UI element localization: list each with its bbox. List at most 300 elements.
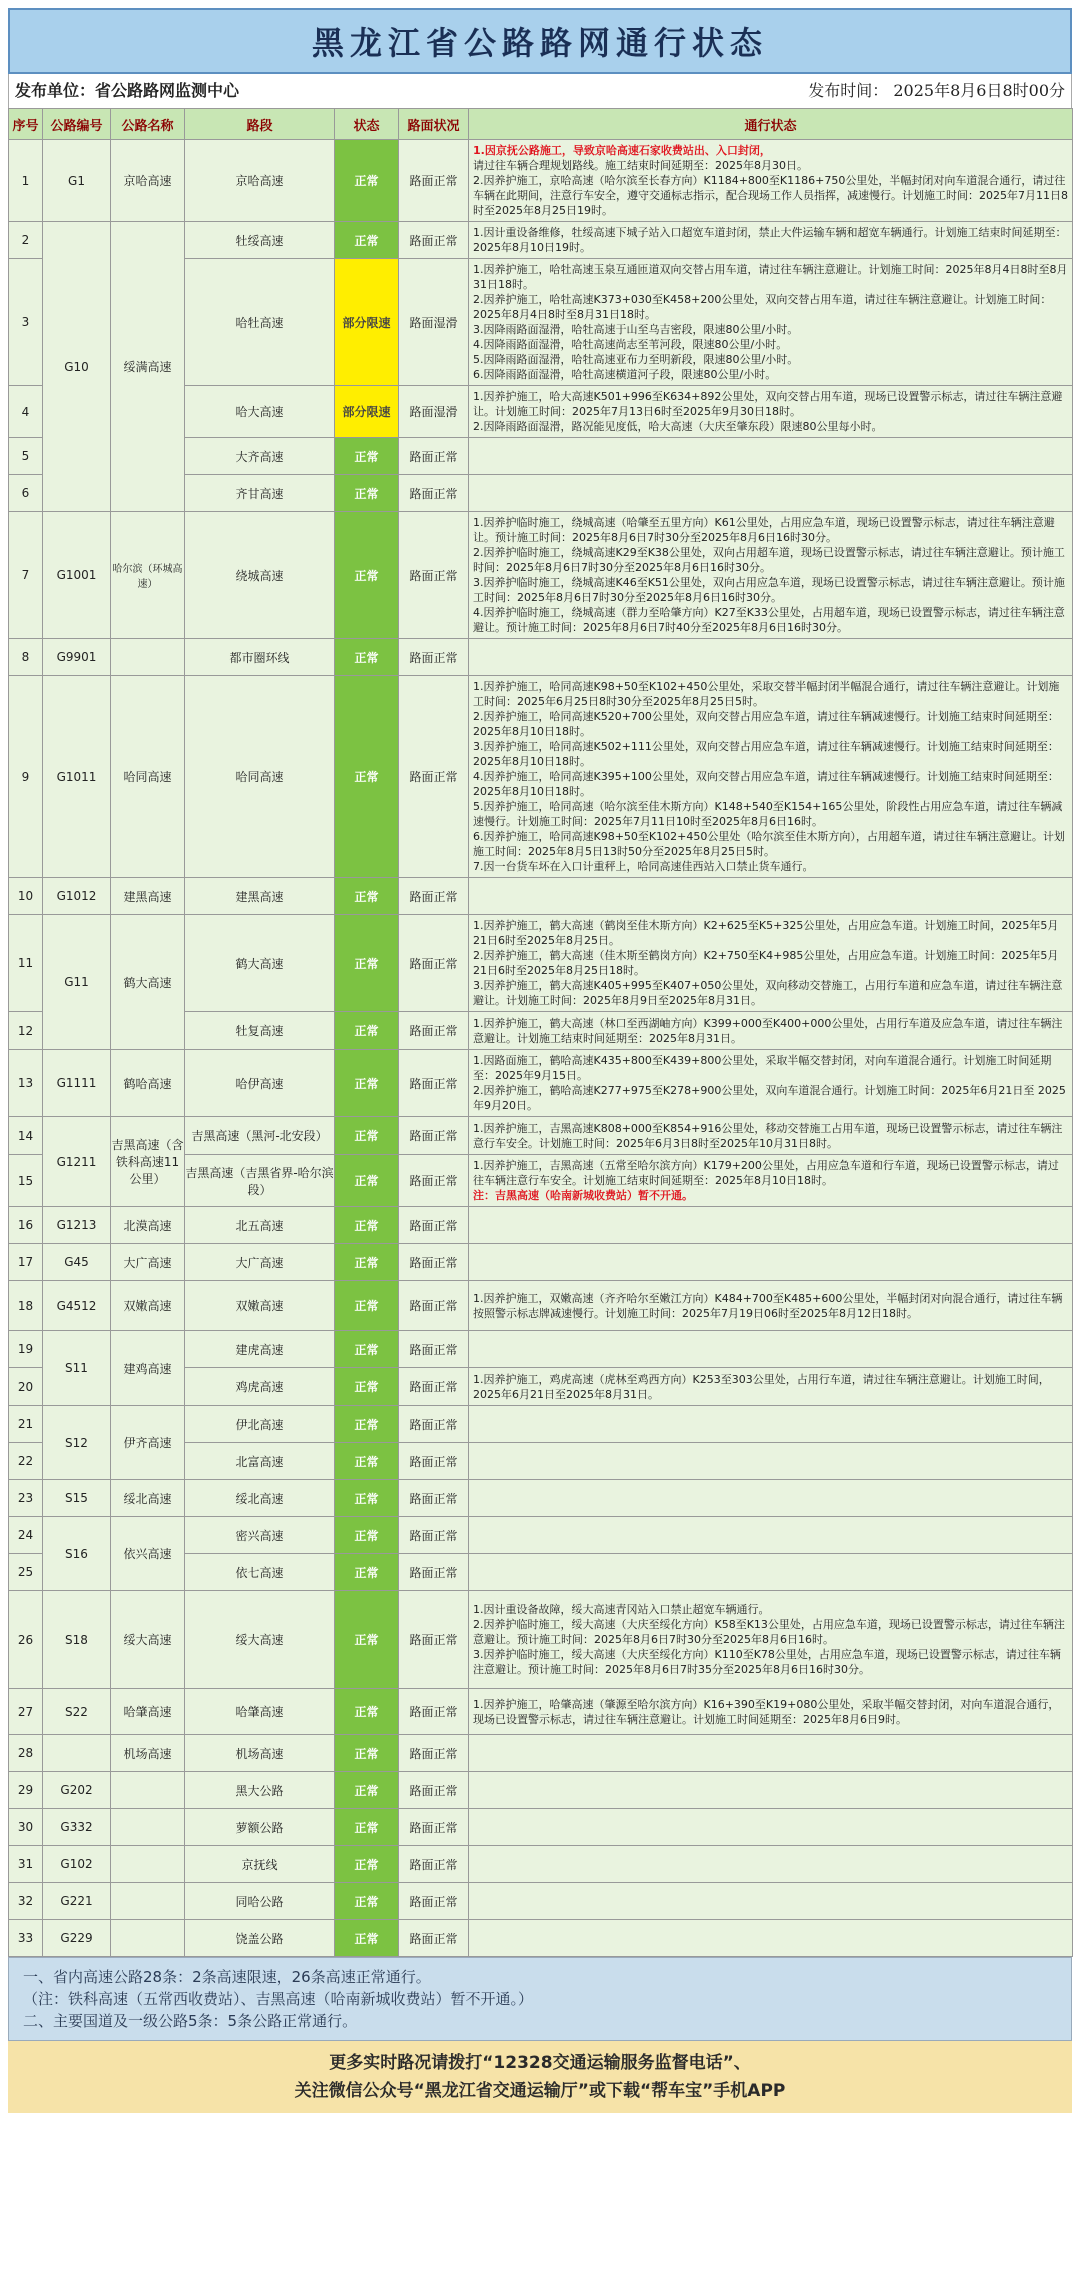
cell-road-condition: 路面正常 <box>399 1517 469 1554</box>
cell-code: S15 <box>43 1480 111 1517</box>
table-body <box>9 140 1073 1957</box>
detail-line: 1.因养护施工，哈同高速K98+50至K102+450公里处，采取交替半幅封闭半幅混合通行，请过往车辆注意避让。计划施工时间：2025年6月25日8时30分至2025年8月25日5时。 <box>473 680 1060 708</box>
publisher-label: 发布单位： <box>15 81 96 100</box>
detail-line: 4.因养护临时施工，绕城高速（群力至哈肇方向）K27至K33公里处，占用超车道，现场已设置警示标志，请过往车辆注意避让。预计施工时间：2025年8月6日7时40分至2025年8月6日16时30分。 <box>473 606 1065 634</box>
cell-road-name: 双嫩高速 <box>111 1281 185 1331</box>
status-badge: 正常 <box>335 915 399 1012</box>
cell-no: 26 <box>9 1591 43 1689</box>
cell-segment: 伊北高速 <box>185 1406 335 1443</box>
status-badge: 正常 <box>335 475 399 512</box>
cell-traffic-detail <box>469 222 1073 259</box>
status-badge: 正常 <box>335 1809 399 1846</box>
cell-road-condition: 路面正常 <box>399 1050 469 1117</box>
cell-road-condition: 路面正常 <box>399 438 469 475</box>
cell-no: 24 <box>9 1517 43 1554</box>
cell-road-name <box>111 1772 185 1809</box>
cell-traffic-detail <box>469 915 1073 1012</box>
cell-no: 18 <box>9 1281 43 1331</box>
cell-code: S18 <box>43 1591 111 1689</box>
publish-time <box>808 74 1065 108</box>
cell-no: 4 <box>9 386 43 438</box>
status-badge: 正常 <box>335 1050 399 1117</box>
cell-road-condition: 路面正常 <box>399 1554 469 1591</box>
cell-segment: 北五高速 <box>185 1207 335 1244</box>
contact-box <box>8 2041 1072 2113</box>
detail-line: 1.因养护施工，吉黑高速K808+000至K854+916公里处，移动交替施工占用车道，现场已设置警示标志，请过往车辆注意行车安全。计划施工时间：2025年6月3日8时至2025年10月31日8时。 <box>473 1121 1063 1150</box>
cell-no: 29 <box>9 1772 43 1809</box>
cell-road-condition: 路面正常 <box>399 1480 469 1517</box>
cell-code: G1012 <box>43 878 111 915</box>
cell-code: G11 <box>43 915 111 1050</box>
table-row <box>9 878 1073 915</box>
cell-road-condition: 路面正常 <box>399 1443 469 1480</box>
cell-code: S11 <box>43 1331 111 1406</box>
summary-line-3: 二、主要国道及一级公路5条：5条公路正常通行。 <box>23 2012 358 2030</box>
cell-segment: 饶盖公路 <box>185 1920 335 1957</box>
detail-line: 2.因养护施工，哈牡高速K373+030至K458+200公里处，双向交替占用车道，请过往车辆注意避让。计划施工时间：2025年8月4日8时至8月31日18时。 <box>473 293 1052 321</box>
cell-traffic-detail <box>469 1406 1073 1443</box>
detail-line: 1.因养护施工，哈肇高速（肇源至哈尔滨方向）K16+390至K19+080公里处，采取半幅交替封闭，对向车道混合通行，现场已设置警示标志，请过往车辆注意避让。计划施工时间延期至：2025年8月6日9时。 <box>473 1697 1060 1726</box>
cell-road-condition: 路面正常 <box>399 915 469 1012</box>
cell-traffic-detail <box>469 1281 1073 1331</box>
header-no: 序号 <box>9 109 43 140</box>
detail-line: 2.因养护施工，京哈高速（哈尔滨至长春方向）K1184+800至K1186+750公里处，半幅封闭对向车道混合通行，请过往车辆在此期间，注意行车安全，遵守交通标志指示，配合现场工作人员指挥，减速慢行。计划施工时间：2025年7月11日8时至2025年8月25日19时。 <box>473 174 1068 217</box>
table-row <box>9 1480 1073 1517</box>
cell-traffic-detail <box>469 1846 1073 1883</box>
cell-road-name: 绥满高速 <box>111 222 185 512</box>
cell-no: 12 <box>9 1012 43 1050</box>
cell-code: G102 <box>43 1846 111 1883</box>
table-row <box>9 1809 1073 1846</box>
cell-road-name: 大广高速 <box>111 1244 185 1281</box>
table-row <box>9 1281 1073 1331</box>
cell-no: 1 <box>9 140 43 222</box>
cell-traffic-detail <box>469 1368 1073 1406</box>
cell-road-condition: 路面正常 <box>399 1207 469 1244</box>
cell-segment: 大广高速 <box>185 1244 335 1281</box>
cell-road-condition: 路面正常 <box>399 1368 469 1406</box>
cell-no: 8 <box>9 639 43 676</box>
table-row <box>9 1517 1073 1554</box>
cell-road-condition: 路面湿滑 <box>399 259 469 386</box>
status-badge: 正常 <box>335 1331 399 1368</box>
table-row <box>9 1244 1073 1281</box>
status-badge: 正常 <box>335 1689 399 1735</box>
cell-traffic-detail <box>469 1920 1073 1957</box>
cell-road-condition: 路面正常 <box>399 475 469 512</box>
cell-code: G229 <box>43 1920 111 1957</box>
cell-no: 17 <box>9 1244 43 1281</box>
cell-segment: 哈伊高速 <box>185 1050 335 1117</box>
cell-no: 19 <box>9 1331 43 1368</box>
cell-traffic-detail <box>469 475 1073 512</box>
detail-line: 3.因降雨路面湿滑，哈牡高速于山至乌吉密段，限速80公里/小时。 <box>473 323 799 336</box>
cell-no: 22 <box>9 1443 43 1480</box>
detail-line: 1.因养护临时施工，绕城高速（哈肇至五里方向）K61公里处，占用应急车道，现场已设置警示标志，请过往车辆注意避让。预计施工时间：2025年8月6日7时30分至2025年8月6日16时30分。 <box>473 516 1055 544</box>
table-row <box>9 1331 1073 1368</box>
cell-road-name: 依兴高速 <box>111 1517 185 1591</box>
cell-segment: 绕城高速 <box>185 512 335 639</box>
detail-line: 2.因养护临时施工，绥大高速（大庆至绥化方向）K58至K13公里处，占用应急车道，现场已设置警示标志，请过往车辆注意避让。预计施工时间：2025年8月6日7时30分至2025年8月6日16时。 <box>473 1618 1065 1646</box>
cell-code <box>43 1735 111 1772</box>
detail-line: 3.因养护施工，哈同高速K502+111公里处，双向交替占用应急车道，请过往车辆减速慢行。计划施工结束时间延期至：2025年8月10日18时。 <box>473 740 1059 768</box>
detail-line: 1.因计重设备故障，绥大高速青冈站入口禁止超宽车辆通行。 <box>473 1603 770 1616</box>
status-badge: 正常 <box>335 1591 399 1689</box>
cell-no: 6 <box>9 475 43 512</box>
header-detail: 通行状态 <box>469 109 1073 140</box>
table-row <box>9 1207 1073 1244</box>
cell-road-condition: 路面正常 <box>399 1689 469 1735</box>
table-row <box>9 140 1073 222</box>
detail-line: 2.因降雨路面湿滑，路况能见度低，哈大高速（大庆至肇东段）限速80公里每小时。 <box>473 420 883 433</box>
cell-code: G1001 <box>43 512 111 639</box>
status-badge: 正常 <box>335 1772 399 1809</box>
cell-road-name: 机场高速 <box>111 1735 185 1772</box>
table-row <box>9 1846 1073 1883</box>
cell-no: 28 <box>9 1735 43 1772</box>
cell-road-name: 京哈高速 <box>111 140 185 222</box>
cell-code: G1213 <box>43 1207 111 1244</box>
cell-segment: 密兴高速 <box>185 1517 335 1554</box>
cell-traffic-detail <box>469 1554 1073 1591</box>
table-row <box>9 222 1073 259</box>
cell-no: 7 <box>9 512 43 639</box>
cell-road-condition: 路面正常 <box>399 1155 469 1207</box>
status-badge: 正常 <box>335 1480 399 1517</box>
status-badge: 正常 <box>335 676 399 878</box>
cell-road-condition: 路面正常 <box>399 1012 469 1050</box>
cell-code: G221 <box>43 1883 111 1920</box>
cell-no: 13 <box>9 1050 43 1117</box>
cell-no: 15 <box>9 1155 43 1207</box>
cell-road-condition: 路面正常 <box>399 1920 469 1957</box>
cell-road-name: 建鸡高速 <box>111 1331 185 1406</box>
cell-road-condition: 路面正常 <box>399 1846 469 1883</box>
table-row <box>9 1050 1073 1117</box>
cell-road-condition: 路面湿滑 <box>399 386 469 438</box>
table-row <box>9 1591 1073 1689</box>
cell-code: G202 <box>43 1772 111 1809</box>
detail-line: 3.因养护施工，鹤大高速K405+995至K407+050公里处，双向移动交替施工，占用行车道和应急车道，请过往车辆注意避让。计划施工时间：2025年8月9日至2025年8月31日。 <box>473 979 1063 1007</box>
cell-segment: 京抚线 <box>185 1846 335 1883</box>
cell-code: G1 <box>43 140 111 222</box>
cell-road-name: 绥大高速 <box>111 1591 185 1689</box>
cell-no: 14 <box>9 1117 43 1155</box>
header-code: 公路编号 <box>43 109 111 140</box>
status-badge: 正常 <box>335 1517 399 1554</box>
cell-road-name <box>111 1883 185 1920</box>
cell-code: G4512 <box>43 1281 111 1331</box>
detail-line: 1.因京抚公路施工，导致京哈高速石家收费站出、入口封闭， <box>473 144 771 157</box>
cell-segment: 都市圈环线 <box>185 639 335 676</box>
status-badge: 正常 <box>335 1368 399 1406</box>
publish-bar <box>8 74 1072 108</box>
detail-line: 6.因降雨路面湿滑，哈牡高速横道河子段，限速80公里/小时。 <box>473 368 777 381</box>
table-row <box>9 512 1073 639</box>
detail-line: 请过往车辆合理规划路线。施工结束时间延期至：2025年8月30日。 <box>473 159 808 172</box>
status-badge: 正常 <box>335 1155 399 1207</box>
cell-traffic-detail <box>469 259 1073 386</box>
cell-road-name: 建黑高速 <box>111 878 185 915</box>
cell-road-name <box>111 1846 185 1883</box>
cell-traffic-detail <box>469 1331 1073 1368</box>
cell-no: 3 <box>9 259 43 386</box>
cell-no: 25 <box>9 1554 43 1591</box>
cell-road-condition: 路面正常 <box>399 140 469 222</box>
status-badge: 正常 <box>335 438 399 475</box>
cell-code: S22 <box>43 1689 111 1735</box>
status-badge: 正常 <box>335 140 399 222</box>
table-row <box>9 1883 1073 1920</box>
cell-road-condition: 路面正常 <box>399 1883 469 1920</box>
detail-line: 1.因养护施工，鹤大高速（鹤岗至佳木斯方向）K2+625至K5+325公里处，占用应急车道。计划施工时间，2025年5月21日6时至2025年8月25日。 <box>473 919 1059 947</box>
table-header-row <box>9 109 1073 140</box>
cell-code: G1211 <box>43 1117 111 1207</box>
cell-no: 23 <box>9 1480 43 1517</box>
cell-segment: 机场高速 <box>185 1735 335 1772</box>
cell-road-name: 哈同高速 <box>111 676 185 878</box>
cell-traffic-detail <box>469 1050 1073 1117</box>
table-row <box>9 1735 1073 1772</box>
cell-traffic-detail <box>469 140 1073 222</box>
detail-line: 3.因养护临时施工，绕城高速K46至K51公里处，双向占用应急车道，现场已设置警示标志，请过往车辆注意避让。预计施工时间：2025年8月6日7时30分至2025年8月6日16时30分。 <box>473 576 1065 604</box>
cell-segment: 绥大高速 <box>185 1591 335 1689</box>
cell-road-condition: 路面正常 <box>399 1591 469 1689</box>
cell-road-name <box>111 1920 185 1957</box>
detail-line: 1.因养护施工，鹤大高速（林口至西湖岫方向）K399+000至K400+000公里处，占用行车道及应急车道，请过往车辆注意避让。计划施工结束时间延期至：2025年8月31日。 <box>473 1016 1063 1045</box>
cell-road-condition: 路面正常 <box>399 878 469 915</box>
cell-road-condition: 路面正常 <box>399 1809 469 1846</box>
cell-segment: 京哈高速 <box>185 140 335 222</box>
cell-segment: 吉黑高速（吉黑省界-哈尔滨段） <box>185 1155 335 1207</box>
contact-line-1: 更多实时路况请拨打“12328交通运输服务监督电话”、 <box>329 2053 751 2073</box>
cell-segment: 牡绥高速 <box>185 222 335 259</box>
status-badge: 正常 <box>335 1554 399 1591</box>
detail-line: 4.因养护施工，哈同高速K395+100公里处，双向交替占用应急车道，请过往车辆减速慢行。计划施工结束时间延期至：2025年8月10日18时。 <box>473 770 1059 798</box>
table-row <box>9 915 1073 1012</box>
status-badge: 正常 <box>335 1443 399 1480</box>
table-row <box>9 639 1073 676</box>
cell-segment: 大齐高速 <box>185 438 335 475</box>
cell-traffic-detail <box>469 386 1073 438</box>
table-row <box>9 1406 1073 1443</box>
status-badge: 正常 <box>335 1883 399 1920</box>
status-badge: 正常 <box>335 639 399 676</box>
cell-road-condition: 路面正常 <box>399 676 469 878</box>
cell-traffic-detail <box>469 1244 1073 1281</box>
cell-code: G1111 <box>43 1050 111 1117</box>
cell-segment: 双嫩高速 <box>185 1281 335 1331</box>
cell-road-condition: 路面正常 <box>399 1244 469 1281</box>
cell-code: S12 <box>43 1406 111 1480</box>
cell-segment: 哈同高速 <box>185 676 335 878</box>
cell-road-name: 绥北高速 <box>111 1480 185 1517</box>
cell-segment: 黑大公路 <box>185 1772 335 1809</box>
table-row <box>9 1689 1073 1735</box>
detail-line: 1.因养护施工，双嫩高速（齐齐哈尔至嫩江方向）K484+700至K485+600公里处，半幅封闭对向混合通行，请过往车辆按照警示标志牌减速慢行。计划施工时间：2025年7月19日06时至2025年8月12日18时。 <box>473 1291 1063 1320</box>
cell-segment: 萝额公路 <box>185 1809 335 1846</box>
cell-road-name: 哈尔滨（环城高速） <box>111 512 185 639</box>
cell-code: G332 <box>43 1809 111 1846</box>
cell-road-name <box>111 639 185 676</box>
cell-code: G45 <box>43 1244 111 1281</box>
detail-line: 1.因养护施工，吉黑高速（五常至哈尔滨方向）K179+200公里处，占用应急车道和行车道，现场已设置警示标志，请过往车辆注意行车安全。计划施工结束时间延期至：2025年8月10日18时。 <box>473 1159 1059 1187</box>
cell-road-condition: 路面正常 <box>399 1117 469 1155</box>
cell-segment: 建黑高速 <box>185 878 335 915</box>
detail-line: 1.因路面施工，鹤哈高速K435+800至K439+800公里处，采取半幅交替封闭，对向车道混合通行。计划施工时间延期至：2025年9月15日。 <box>473 1054 1052 1082</box>
cell-traffic-detail <box>469 438 1073 475</box>
cell-traffic-detail <box>469 676 1073 878</box>
cell-code: G9901 <box>43 639 111 676</box>
detail-line: 6.因养护施工，哈同高速K98+50至K102+450公里处（哈尔滨至佳木斯方向），占用超车道，请过往车辆注意避让。计划施工时间：2025年8月5日13时50分至2025年8月25日5时。 <box>473 830 1065 858</box>
cell-segment: 吉黑高速（黑河-北安段） <box>185 1117 335 1155</box>
status-badge: 正常 <box>335 1846 399 1883</box>
cell-traffic-detail <box>469 1012 1073 1050</box>
cell-traffic-detail <box>469 1689 1073 1735</box>
detail-line: 2.因养护临时施工，绕城高速K29至K38公里处，双向占用超车道，现场已设置警示标志，请过往车辆注意避让。预计施工时间：2025年8月6日7时30分至2025年8月6日16时30分。 <box>473 546 1065 574</box>
cell-segment: 同哈公路 <box>185 1883 335 1920</box>
cell-road-name: 吉黑高速（含铁科高速11公里） <box>111 1117 185 1207</box>
cell-traffic-detail <box>469 878 1073 915</box>
cell-no: 5 <box>9 438 43 475</box>
cell-road-name: 鹤大高速 <box>111 915 185 1050</box>
cell-traffic-detail <box>469 1155 1073 1207</box>
cell-segment: 鹤大高速 <box>185 915 335 1012</box>
header-status: 状态 <box>335 109 399 140</box>
cell-road-condition: 路面正常 <box>399 1281 469 1331</box>
cell-traffic-detail <box>469 1517 1073 1554</box>
cell-segment: 绥北高速 <box>185 1480 335 1517</box>
status-badge: 正常 <box>335 1012 399 1050</box>
cell-no: 10 <box>9 878 43 915</box>
cell-traffic-detail <box>469 1591 1073 1689</box>
cell-road-name: 伊齐高速 <box>111 1406 185 1480</box>
cell-no: 31 <box>9 1846 43 1883</box>
status-badge: 正常 <box>335 512 399 639</box>
cell-no: 11 <box>9 915 43 1012</box>
detail-line: 2.因养护施工，鹤大高速（佳木斯至鹤岗方向）K2+750至K4+985公里处，占用应急车道。计划施工时间：2025年5月21日6时至2025年8月25日18时。 <box>473 949 1059 977</box>
cell-road-name <box>111 1809 185 1846</box>
detail-line: 2.因养护施工，鹤哈高速K277+975至K278+900公里处，双向车道混合通行。计划施工时间：2025年6月21日至 2025年9月20日。 <box>473 1084 1066 1112</box>
detail-line: 5.因养护施工，哈同高速（哈尔滨至佳木斯方向）K148+540至K154+165公里处，阶段性占用应急车道，请过往车辆减速慢行。计划施工时间：2025年7月11日10时至2025年8月6日16时。 <box>473 800 1063 828</box>
cell-code: G10 <box>43 222 111 512</box>
detail-line: 3.因养护临时施工，绥大高速（大庆至绥化方向）K110至K78公里处，占用应急车道，现场已设置警示标志，请过往车辆注意避让。预计施工时间：2025年8月6日7时35分至2025年8月6日16时30分。 <box>473 1648 1061 1676</box>
cell-road-condition: 路面正常 <box>399 1735 469 1772</box>
cell-traffic-detail <box>469 1883 1073 1920</box>
status-table <box>8 108 1073 1957</box>
status-badge: 正常 <box>335 1735 399 1772</box>
cell-road-condition: 路面正常 <box>399 222 469 259</box>
cell-road-condition: 路面正常 <box>399 1406 469 1443</box>
detail-line: 4.因降雨路面湿滑，哈牡高速尚志至苇河段，限速80公里/小时。 <box>473 338 788 351</box>
page-title: 黑龙江省公路路网通行状态 <box>8 8 1072 74</box>
cell-no: 32 <box>9 1883 43 1920</box>
cell-traffic-detail <box>469 1772 1073 1809</box>
cell-traffic-detail <box>469 1443 1073 1480</box>
cell-road-condition: 路面正常 <box>399 1331 469 1368</box>
cell-segment: 齐甘高速 <box>185 475 335 512</box>
status-badge: 正常 <box>335 1406 399 1443</box>
detail-line: 1.因养护施工，哈大高速K501+996至K634+892公里处，双向交替占用车道，现场已设置警示标志，请过往车辆注意避让。计划施工时间：2025年7月13日6时至2025年9月30日18时。 <box>473 390 1063 418</box>
cell-road-name: 哈肇高速 <box>111 1689 185 1735</box>
cell-code: S16 <box>43 1517 111 1591</box>
cell-road-condition: 路面正常 <box>399 1772 469 1809</box>
cell-segment: 建虎高速 <box>185 1331 335 1368</box>
summary-line-2: （注：铁科高速（五常西收费站）、吉黑高速（哈南新城收费站）暂不开通。） <box>23 1990 534 2008</box>
cell-segment: 依七高速 <box>185 1554 335 1591</box>
status-badge: 正常 <box>335 1244 399 1281</box>
cell-no: 20 <box>9 1368 43 1406</box>
status-badge: 部分限速 <box>335 386 399 438</box>
detail-line: 2.因养护施工，哈同高速K520+700公里处，双向交替占用应急车道，请过往车辆减速慢行。计划施工结束时间延期至：2025年8月10日18时。 <box>473 710 1059 738</box>
cell-segment: 北富高速 <box>185 1443 335 1480</box>
status-badge: 正常 <box>335 222 399 259</box>
cell-no: 30 <box>9 1809 43 1846</box>
cell-traffic-detail <box>469 639 1073 676</box>
cell-no: 16 <box>9 1207 43 1244</box>
table-row <box>9 1920 1073 1957</box>
cell-traffic-detail <box>469 1207 1073 1244</box>
table-row <box>9 1772 1073 1809</box>
cell-traffic-detail <box>469 1480 1073 1517</box>
cell-no: 9 <box>9 676 43 878</box>
summary-box <box>8 1957 1072 2041</box>
summary-line-1: 一、省内高速公路28条：2条高速限速，26条高速正常通行。 <box>23 1968 431 1986</box>
cell-road-name: 鹤哈高速 <box>111 1050 185 1117</box>
cell-segment: 哈肇高速 <box>185 1689 335 1735</box>
cell-no: 2 <box>9 222 43 259</box>
cell-traffic-detail <box>469 512 1073 639</box>
cell-code: G1011 <box>43 676 111 878</box>
cell-traffic-detail <box>469 1117 1073 1155</box>
detail-line: 1.因养护施工，哈牡高速玉泉互通匝道双向交替占用车道，请过往车辆注意避让。计划施工时间：2025年8月4日8时至8月31日18时。 <box>473 263 1068 291</box>
cell-segment: 哈大高速 <box>185 386 335 438</box>
status-badge: 正常 <box>335 1281 399 1331</box>
publisher-name: 省公路路网监测中心 <box>95 81 240 100</box>
cell-road-condition: 路面正常 <box>399 639 469 676</box>
cell-no: 33 <box>9 1920 43 1957</box>
cell-no: 27 <box>9 1689 43 1735</box>
table-row <box>9 1117 1073 1155</box>
status-badge: 正常 <box>335 1920 399 1957</box>
cell-segment: 鸡虎高速 <box>185 1368 335 1406</box>
publish-time-label: 发布时间： <box>808 81 889 100</box>
status-badge: 正常 <box>335 878 399 915</box>
header-road: 路面状况 <box>399 109 469 140</box>
table-row <box>9 676 1073 878</box>
publish-time-value: 2025年8月6日8时00分 <box>893 81 1065 100</box>
status-badge: 部分限速 <box>335 259 399 386</box>
cell-segment: 牡复高速 <box>185 1012 335 1050</box>
detail-line: 1.因计重设备维修，牡绥高速下城子站入口超宽车道封闭，禁止大件运输车辆和超宽车辆通行。计划施工结束时间延期至：2025年8月10日19时。 <box>473 226 1067 254</box>
publisher <box>15 74 239 108</box>
detail-line: 1.因养护施工，鸡虎高速（虎林至鸡西方向）K253至303公里处，占用行车道，请过往车辆注意避让。计划施工时间，2025年6月21日至2025年8月31日。 <box>473 1372 1050 1401</box>
header-segment: 路段 <box>185 109 335 140</box>
header-name: 公路名称 <box>111 109 185 140</box>
cell-segment: 哈牡高速 <box>185 259 335 386</box>
cell-traffic-detail <box>469 1809 1073 1846</box>
detail-line: 7.因一台货车坏在入口计重秤上，哈同高速佳西站入口禁止货车通行。 <box>473 860 814 873</box>
cell-road-condition: 路面正常 <box>399 512 469 639</box>
cell-traffic-detail <box>469 1735 1073 1772</box>
status-badge: 正常 <box>335 1117 399 1155</box>
detail-line: 注：吉黑高速（哈南新城收费站）暂不开通。 <box>473 1189 693 1202</box>
detail-line: 5.因降雨路面湿滑，哈牡高速亚布力至明新段，限速80公里/小时。 <box>473 353 799 366</box>
cell-no: 21 <box>9 1406 43 1443</box>
cell-road-name: 北漠高速 <box>111 1207 185 1244</box>
status-badge: 正常 <box>335 1207 399 1244</box>
contact-line-2: 关注微信公众号“黑龙江省交通运输厅”或下载“帮车宝”手机APP <box>294 2081 786 2101</box>
